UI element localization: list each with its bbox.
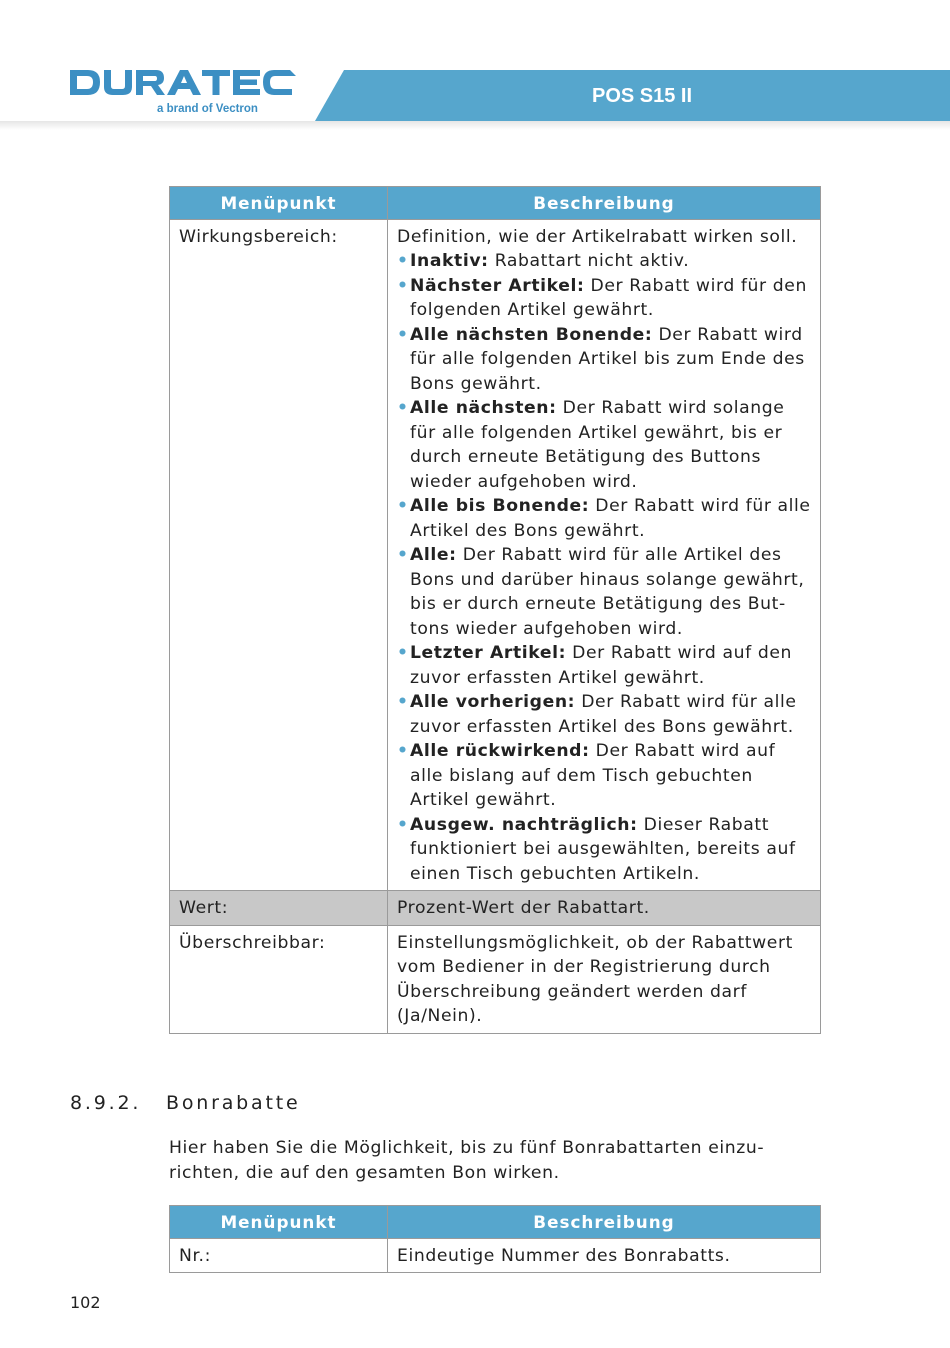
- column-header-beschreibung: Beschreibung: [388, 1206, 821, 1239]
- option-term: Inaktiv:: [410, 251, 489, 271]
- list-item: [397, 249, 811, 274]
- table-header-row: [170, 1206, 821, 1239]
- list-item: [397, 323, 811, 397]
- bullet-icon: •: [397, 643, 409, 663]
- option-term: Alle bis Bonende:: [410, 496, 590, 516]
- table-header-row: [170, 187, 821, 220]
- bullet-icon: •: [397, 741, 409, 761]
- bullet-icon: •: [397, 251, 409, 271]
- page-number: 102: [70, 1293, 101, 1312]
- row-desc-wert: Prozent-Wert der Rabattart.: [388, 891, 821, 926]
- list-item: [397, 274, 811, 323]
- page-header: [0, 0, 950, 130]
- section-intro-text: Hier haben Sie die Möglichkeit, bis zu fünf Bonrabattarten einzurichten, die auf den gesamten Bon wirken.: [169, 1138, 764, 1183]
- option-text: Der Rabatt wird für alle Artikel des Bons gewährt.: [410, 496, 811, 541]
- option-term: Alle:: [410, 545, 457, 565]
- column-header-menupunkt: Menüpunkt: [170, 1206, 388, 1239]
- brand-subtitle: a brand of Vectron: [157, 103, 258, 115]
- bullet-icon: •: [397, 275, 409, 296]
- row-desc-nr: Eindeutige Nummer des Bonrabatts.: [388, 1238, 821, 1273]
- list-item: [397, 739, 811, 813]
- row-label-wert: Wert:: [170, 891, 388, 926]
- header-banner: [0, 0, 950, 130]
- list-item: [397, 494, 811, 543]
- row-label-nr: Nr.:: [170, 1238, 388, 1273]
- option-term: Nächster Artikel:: [410, 275, 585, 296]
- section-title: Bonrabatte: [166, 1092, 301, 1114]
- wirkungsbereich-options-list: [397, 249, 811, 886]
- product-title: POS S15 II: [592, 85, 693, 107]
- bullet-icon: •: [397, 814, 409, 835]
- list-item: [397, 690, 811, 739]
- list-item: [397, 543, 811, 641]
- option-term: Alle vorherigen:: [410, 692, 576, 712]
- option-term: Ausgew. nachträglich:: [410, 814, 638, 835]
- option-text: Der Rabatt wird für den folgenden Artikel gewährt.: [410, 275, 807, 320]
- bullet-icon: •: [397, 324, 409, 345]
- list-item: [397, 641, 811, 690]
- duratec-logo: [70, 68, 300, 98]
- section-number: 8.9.2.: [70, 1092, 142, 1114]
- option-text: Der Rabatt wird für alle Artikel des Bons und darüber hinaus solange gewährt, bis er durch erneute Betätigung des Buttons wieder aufgehoben wird.: [410, 545, 805, 639]
- row-desc-wirkungsbereich: [388, 219, 821, 891]
- settings-table-bonrabatt: [169, 1205, 821, 1273]
- header-shadow: [0, 121, 950, 130]
- option-text: Der Rabatt wird solange für alle folgenden Artikel gewährt, bis er durch erneute Betätigung des Buttons wieder aufgehoben wird.: [410, 398, 785, 492]
- settings-table-artikelrabatt: [169, 186, 821, 1034]
- bullet-icon: •: [397, 692, 409, 712]
- bullet-icon: •: [397, 398, 409, 418]
- bullet-icon: •: [397, 496, 409, 516]
- section-heading: [70, 1092, 300, 1114]
- option-term: Alle rückwirkend:: [410, 741, 590, 761]
- option-term: Alle nächsten Bonende:: [410, 324, 653, 345]
- option-text: Der Rabatt wird für alle zuvor erfassten Artikel des Bons gewährt.: [410, 692, 797, 737]
- bullet-icon: •: [397, 545, 409, 565]
- table-row: [170, 925, 821, 1033]
- table-row: [170, 1238, 821, 1273]
- column-header-beschreibung: Beschreibung: [388, 187, 821, 220]
- option-text: Der Rabatt wird auf den zuvor erfassten Artikel gewährt.: [410, 643, 793, 688]
- table-row: [170, 219, 821, 891]
- column-header-menupunkt: Menüpunkt: [170, 187, 388, 220]
- option-term: Letzter Artikel:: [410, 643, 567, 663]
- list-item: [397, 396, 811, 494]
- option-text: Der Rabatt wird auf alle bislang auf dem Tisch gebuchten Artikel gewährt.: [410, 741, 776, 810]
- option-text: Rabattart nicht aktiv.: [488, 251, 690, 271]
- option-text: Der Rabatt wird für alle folgenden Artikel bis zum Ende des Bons gewährt.: [410, 324, 805, 394]
- list-item: [397, 813, 811, 887]
- option-term: Alle nächsten:: [410, 398, 557, 418]
- row-desc-ueberschreibbar: Einstellungsmöglichkeit, ob der Rabattwert vom Bediener in der Registrierung durch Überschreibung geändert werden darf (Ja/Nein).: [388, 925, 821, 1033]
- option-text: Dieser Rabatt funktioniert bei ausgewählten, bereits auf einen Tisch gebuchten Artikeln.: [410, 814, 796, 884]
- row-label-wirkungsbereich: Wirkungsbereich:: [170, 219, 388, 891]
- wirkungsbereich-intro: Definition, wie der Artikelrabatt wirken soll.: [397, 226, 798, 247]
- row-label-ueberschreibbar: Überschreibbar:: [170, 925, 388, 1033]
- table-row: [170, 891, 821, 926]
